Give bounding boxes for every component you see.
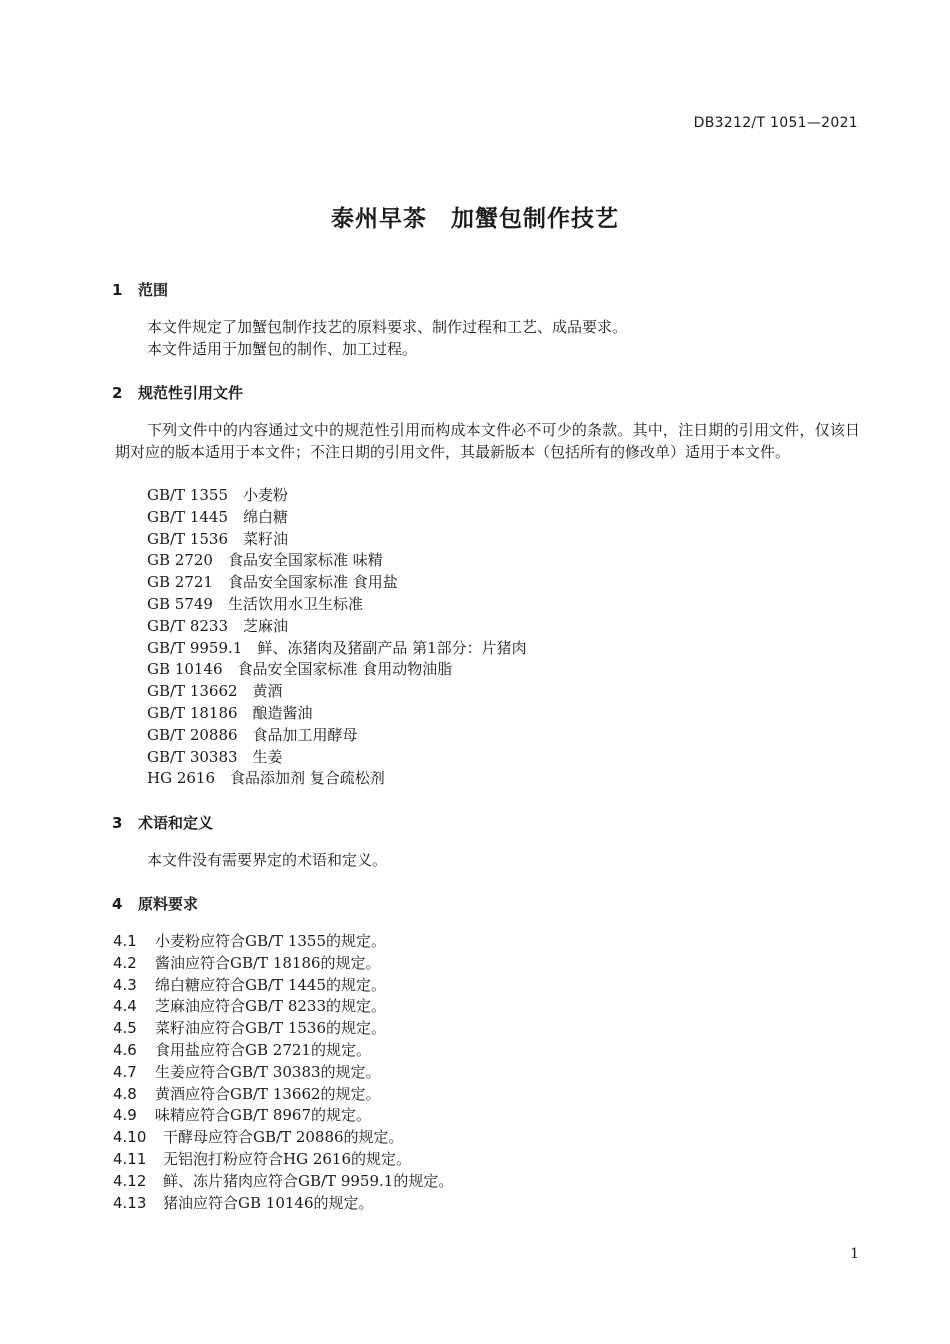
list-item: [113, 1193, 453, 1215]
document-title: 泰州早茶 加蟹包制作技艺: [331, 206, 619, 232]
normative-reference-list: [147, 485, 527, 790]
list-item: GB 10146 食品安全国家标准 食用动物油脂: [147, 660, 453, 679]
section-3-heading: [112, 812, 213, 833]
list-item: GB 2720 食品安全国家标准 味精: [147, 551, 383, 570]
paragraph: 本文件没有需要界定的术语和定义。: [147, 851, 388, 869]
clause-number: 4.5: [113, 1019, 137, 1038]
list-item: [113, 1105, 453, 1127]
clause-text: 酱油应符合GB/T 18186的规定。: [155, 953, 381, 972]
clause-text: 黄酒应符合GB/T 13662的规定。: [155, 1084, 381, 1103]
list-item: GB/T 13662 黄酒: [147, 682, 283, 701]
clause-number: 4.12: [113, 1171, 147, 1190]
list-item: [113, 1040, 453, 1062]
clause-text: 芝麻油应符合GB/T 8233的规定。: [155, 997, 387, 1016]
list-item: GB/T 1355 小麦粉: [147, 486, 289, 504]
list-item: GB/T 18186 酿造酱油: [147, 703, 313, 722]
section-1-heading: [112, 279, 168, 300]
list-item: [113, 1149, 453, 1171]
list-item: GB/T 9959.1 鲜、冻猪肉及猪副产品 第1部分：片猪肉: [147, 638, 527, 657]
list-item: [113, 996, 453, 1018]
list-item: GB/T 30383 生姜: [147, 747, 283, 766]
raw-material-requirements-list: [113, 931, 453, 1214]
section-number: 3: [112, 814, 123, 832]
list-item: GB 2721 食品安全国家标准 食用盐: [147, 573, 398, 592]
clause-number: 4.11: [113, 1149, 147, 1168]
list-item: [113, 975, 453, 997]
clause-number: 4.3: [113, 975, 137, 994]
document-code: DB3212/T 1051—2021: [693, 115, 858, 131]
clause-number: 4.8: [113, 1084, 137, 1103]
paragraph: 下列文件中的内容通过文中的规范性引用而构成本文件必不可少的条款。其中，注日期的引用文件，仅该日期对应的版本适用于本文件；不注日期的引用文件，其最新版本（包括所有的修改单）适用于本文件。: [115, 421, 860, 461]
list-item: [113, 1062, 453, 1084]
clause-number: 4.4: [113, 997, 137, 1016]
list-item: HG 2616 食品添加剂 复合疏松剂: [147, 769, 385, 788]
clause-text: 食用盐应符合GB 2721的规定。: [155, 1040, 371, 1059]
clause-text: 小麦粉应符合GB/T 1355的规定。: [155, 932, 387, 950]
clause-text: 干酵母应符合GB/T 20886的规定。: [163, 1128, 404, 1147]
section-title: 范围: [138, 281, 169, 299]
clause-text: 生姜应符合GB/T 30383的规定。: [155, 1062, 381, 1081]
section-number: 2: [112, 384, 123, 402]
paragraph: 本文件规定了加蟹包制作技艺的原料要求、制作过程和工艺、成品要求。: [147, 318, 628, 336]
clause-number: 4.10: [113, 1128, 147, 1147]
section-2-heading: [112, 382, 243, 403]
clause-text: 猪油应符合GB 10146的规定。: [163, 1193, 374, 1212]
clause-text: 菜籽油应符合GB/T 1536的规定。: [155, 1019, 387, 1038]
clause-number: 4.6: [113, 1040, 137, 1059]
page-number: 1: [850, 1246, 859, 1262]
section-title: 规范性引用文件: [138, 384, 244, 402]
clause-number: 4.13: [113, 1193, 147, 1212]
clause-number: 4.1: [113, 932, 137, 950]
list-item: [113, 1127, 453, 1149]
list-item: [113, 1084, 453, 1106]
list-item: [113, 931, 453, 953]
list-item: [113, 953, 453, 975]
list-item: GB/T 1536 菜籽油: [147, 529, 289, 548]
section-title: 原料要求: [138, 895, 199, 913]
clause-number: 4.2: [113, 953, 137, 972]
list-item: GB/T 1445 绵白糖: [147, 507, 289, 526]
list-item: GB/T 8233 芝麻油: [147, 616, 289, 635]
section-number: 1: [112, 281, 123, 299]
list-item: GB/T 20886 食品加工用酵母: [147, 725, 358, 744]
clause-number: 4.7: [113, 1062, 137, 1081]
list-item: [113, 1018, 453, 1040]
section-number: 4: [112, 895, 123, 913]
section-4-heading: [112, 893, 198, 914]
clause-text: 绵白糖应符合GB/T 1445的规定。: [155, 975, 387, 994]
clause-text: 无铝泡打粉应符合HG 2616的规定。: [163, 1149, 412, 1168]
clause-text: 味精应符合GB/T 8967的规定。: [155, 1106, 372, 1125]
list-item: GB 5749 生活饮用水卫生标准: [147, 594, 363, 613]
clause-number: 4.9: [113, 1106, 137, 1125]
section-title: 术语和定义: [138, 814, 214, 832]
list-item: [113, 1171, 453, 1193]
clause-text: 鲜、冻片猪肉应符合GB/T 9959.1的规定。: [163, 1171, 454, 1190]
paragraph: 本文件适用于加蟹包的制作、加工过程。: [147, 340, 418, 358]
